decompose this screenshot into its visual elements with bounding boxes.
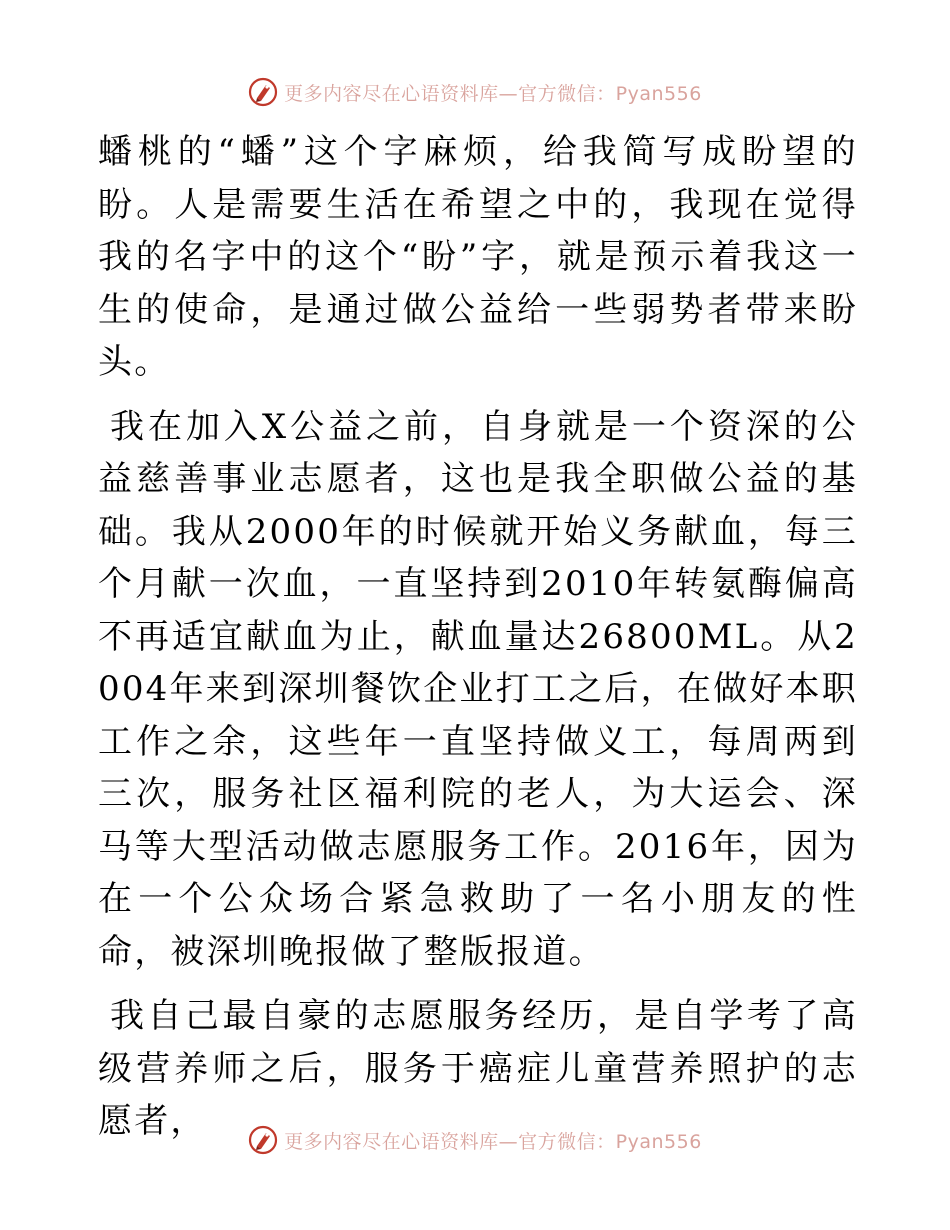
pen-nib-icon xyxy=(248,77,278,107)
watermark-text: 更多内容尽在心语资料库—官方微信：Pyan556 xyxy=(284,1130,702,1153)
footer-watermark xyxy=(0,1120,950,1160)
watermark-text: 更多内容尽在心语资料库—官方微信：Pyan556 xyxy=(284,82,702,105)
document-body xyxy=(98,126,858,1148)
paragraph-2: 我在加入X公益之前，自身就是一个资深的公益慈善事业志愿者，这也是我全职做公益的基础。我从2000年的时候就开始义务献血，每三个月献一次血，一直坚持到2010年转氨酶偏高不再适宜献血为止，献血量达26800ML。从2004年来到深圳餐饮企业打工之后，在做好本职工作之余，这些年一直坚持做义工，每周两到三次，服务社区福利院的老人，为大运会、深马等大型活动做志愿服务工作。2016年，因为在一个公众场合紧急救助了一名小朋友的性命，被深圳晚报做了整版报道。 xyxy=(98,406,858,972)
paragraph-3: 我自己最自豪的志愿服务经历，是自学考了高级营养师之后，服务于癌症儿童营养照护的志愿者， xyxy=(98,996,858,1141)
paragraph-1: 蟠桃的“蟠”这个字麻烦，给我简写成盼望的盼。人是需要生活在希望之中的，我现在觉得我的名字中的这个“盼”字，就是预示着我这一生的使命，是通过做公益给一些弱势者带来盼头。 xyxy=(98,132,858,382)
pen-nib-icon xyxy=(248,1125,278,1155)
header-watermark xyxy=(0,72,950,112)
